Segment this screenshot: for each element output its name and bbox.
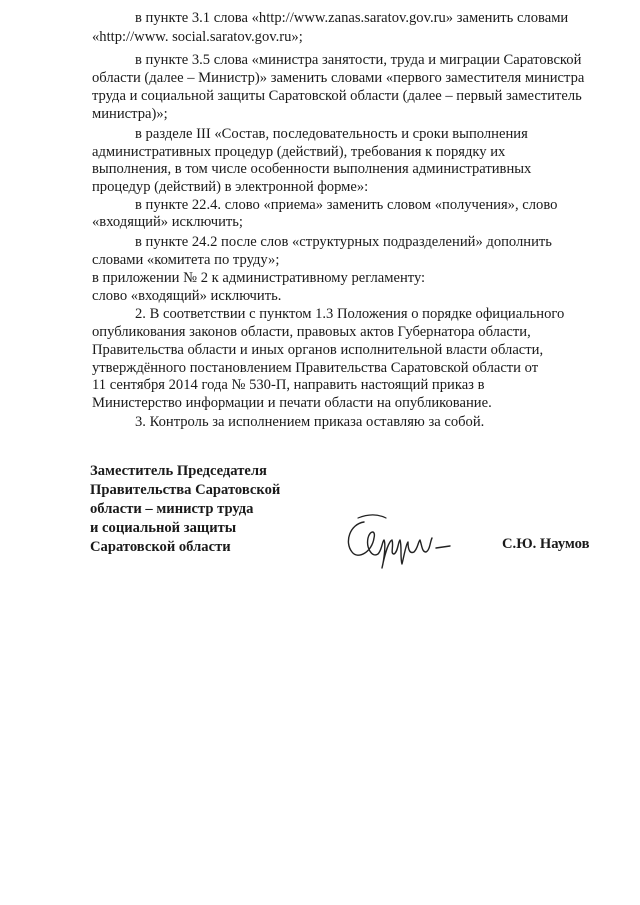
signature-title-line: и социальной защиты [90, 520, 237, 536]
signature-title-line: Правительства Саратовской [90, 482, 281, 498]
signature-title-line: Саратовской области [90, 539, 231, 555]
text-line: 3. Контроль за исполнением приказа оставляю за собой. [135, 414, 485, 430]
signature-title-line: Заместитель Председателя [90, 463, 267, 479]
text-line: «входящий» исключить; [92, 214, 243, 230]
text-line: «http://www. social.saratov.gov.ru»; [92, 29, 303, 45]
signer-name: С.Ю. Наумов [502, 536, 590, 552]
text-line: в пункте 3.5 слова «министра занятости, труда и миграции Саратовской [135, 52, 582, 68]
text-line: выполнения, в том числе особенности выполнения административных [92, 161, 532, 177]
text-line: слово «входящий» исключить. [92, 288, 282, 304]
text-line: Министерство информации и печати области на опубликование. [92, 395, 492, 411]
text-line: в приложении № 2 к административному регламенту: [92, 270, 426, 286]
text-line: 11 сентября 2014 года № 530-П, направить настоящий приказ в [92, 377, 485, 393]
text-line: утверждённого постановлением Правительства Саратовской области от [92, 360, 539, 376]
text-line: в пункте 3.1 слова «http://www.zanas.saratov.gov.ru» заменить словами [135, 10, 569, 26]
text-line: в разделе III «Состав, последовательность и сроки выполнения [135, 126, 528, 142]
text-line: в пункте 24.2 после слов «структурных подразделений» дополнить [135, 234, 552, 250]
signature-title-line: области – министр труда [90, 501, 254, 517]
signature-title-block [90, 462, 280, 557]
text-line: труда и социальной защиты Саратовской области (далее – первый заместитель [92, 88, 582, 104]
text-line: министра)»; [92, 106, 168, 122]
text-line: административных процедур (действий), требования к порядку их [92, 144, 506, 160]
text-line: процедур (действий) в электронной форме»: [92, 179, 369, 195]
text-line: в пункте 22.4. слово «приема» заменить словом «получения», слово [135, 197, 558, 213]
text-line: опубликования законов области, правовых актов Губернатора области, [92, 324, 531, 340]
handwritten-signature [338, 508, 458, 572]
text-line: области (далее – Министр)» заменить словами «первого заместителя министра [92, 70, 585, 86]
text-line: словами «комитета по труду»; [92, 252, 280, 268]
text-line: Правительства области и иных органов исполнительной власти области, [92, 342, 544, 358]
text-line: 2. В соответствии с пунктом 1.3 Положения о порядке официального [135, 306, 565, 322]
